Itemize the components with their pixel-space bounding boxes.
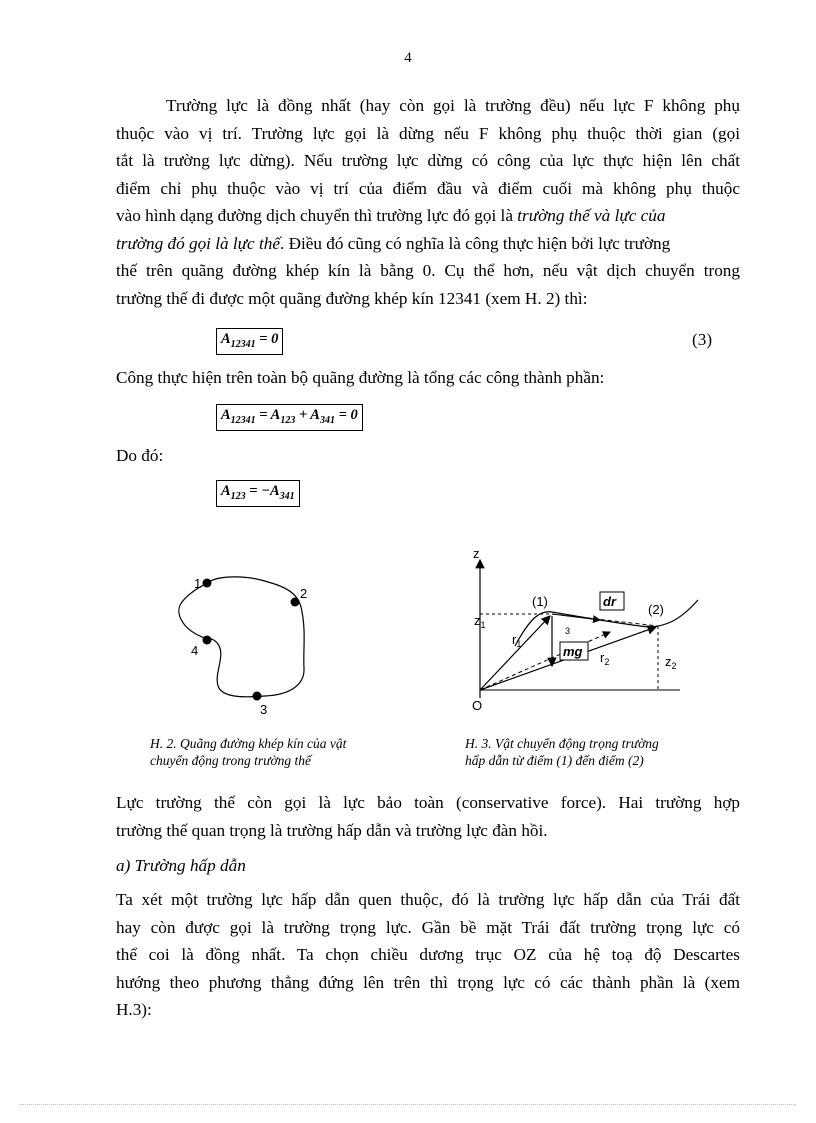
point-1-label: (1) [532, 594, 548, 609]
paragraph-line: điểm chỉ phụ thuộc vào vị trí của điểm đầu và điểm cuối mà không phụ thuộc [116, 178, 740, 198]
closed-path-curve [179, 577, 304, 697]
paragraph-line [116, 230, 740, 258]
caption-line: chuyển động trong trường thế [150, 753, 312, 768]
r-mid-vector [480, 632, 610, 690]
page-number: 4 [404, 50, 412, 66]
eq-subscript: 123 [230, 490, 246, 502]
figure-gravity-motion [460, 538, 720, 718]
paragraph-line: Ta xét một trường lực hấp dẫn quen thuộc, đó là trường lực hấp dẫn của Trái đất [116, 890, 740, 909]
eq-subscript: 12341 [230, 414, 256, 426]
paragraph-conservative [116, 789, 740, 844]
eq-subscript: 341 [319, 414, 335, 426]
point-2-dot [291, 598, 300, 607]
paragraph-line: trường thế đi được một quãng đường khép kín 12341 (xem H. 2) thì: [116, 288, 588, 308]
dr-vector [552, 614, 600, 620]
r1-vector [480, 616, 550, 690]
eq-symbol: = A [255, 407, 281, 423]
paragraph-line: Lực trường thế còn gọi là lực bảo toàn (conservative force). Hai trường hợp [116, 793, 740, 812]
paragraph-gravity [116, 886, 740, 1024]
figure-2-caption [150, 735, 430, 769]
equation-work-relation [216, 480, 300, 507]
paragraph-text: . Điều đó cũng có nghĩa là công thực hiện bởi lực trường [279, 233, 671, 253]
point-1-label: 1 [194, 576, 202, 591]
footer-divider [20, 1104, 796, 1105]
paragraph-line: thế trên quãng đường khép kín là bằng 0. Cụ thể hơn, nếu vật dịch chuyển trong [116, 261, 740, 280]
eq-symbol: A [221, 331, 231, 347]
point-2-label: (2) [648, 602, 664, 617]
eq-symbol: = 0 [334, 407, 358, 423]
paragraph-intro [116, 92, 740, 312]
eq-symbol: + A [295, 407, 320, 423]
caption-line: hấp dẫn từ điểm (1) đến điểm (2) [465, 753, 644, 768]
point-1-dot [203, 579, 212, 588]
eq-symbol: A [221, 407, 231, 423]
eq-subscript: 341 [279, 490, 295, 502]
italic-term: trường thế và lực của [517, 206, 666, 225]
figure-closed-path [160, 560, 330, 720]
point-4-dot [203, 636, 212, 645]
paragraph-line: trường thế quan trọng là trường hấp dẫn và trường lực đàn hồi. [116, 820, 548, 840]
z-axis-label: z [473, 546, 480, 561]
z1-label: $z_1$ [474, 613, 486, 630]
eq-symbol: A [221, 483, 231, 499]
eq-subscript: 123 [280, 414, 296, 426]
equation-sum-work [216, 404, 363, 431]
sentence-total-work: Công thực hiện trên toàn bộ quãng đường là tổng các công thành phần: [116, 368, 605, 387]
mg-label: mg [563, 644, 583, 659]
dr-label: dr [603, 594, 616, 609]
origin-label: O [472, 698, 483, 713]
equation-closed-work [216, 328, 283, 355]
z2-label: $z_2$ [665, 654, 677, 671]
r2-label: $r_2$ [600, 650, 610, 667]
paragraph-line: hướng theo phương thẳng đứng lên trên thì trọng lực có các thành phần là (xem [116, 972, 740, 992]
paragraph-line: hay còn được gọi là trường trọng lực. Gần bề mặt Trái đất trường trọng lực có [116, 917, 740, 937]
caption-line: H. 3. Vật chuyển động trọng trường [465, 736, 659, 751]
paragraph-line: tắt là trường lực dừng). Nếu trường lực dừng có công của lực thực hiện lên chất [116, 151, 740, 170]
equation-number: (3) [692, 330, 713, 349]
point-3-label: 3 [565, 626, 571, 636]
paragraph-line: Trường lực là đồng nhất (hay còn gọi là trường đều) nếu lực F không phụ [166, 96, 740, 115]
heading-gravity-field: a) Trường hấp dẫn [116, 856, 246, 875]
paragraph-line: H.3): [116, 1000, 152, 1019]
paragraph-line [116, 202, 740, 230]
sentence-therefore: Do đó: [116, 446, 164, 465]
figure-3-caption [465, 735, 765, 769]
eq-subscript: 12341 [230, 338, 256, 350]
point-4-label: 4 [191, 643, 199, 658]
r1-label: $r_1$ [512, 632, 522, 649]
paragraph-line: thuộc vào vị trí. Trường lực gọi là dừng nếu F không phụ thuộc thời gian (gọi [116, 123, 740, 143]
eq-symbol: = 0 [255, 331, 279, 347]
italic-term: trường đó gọi là lực thế [116, 233, 280, 253]
paragraph-text: vào hình dạng đường dịch chuyển thì trường lực đó gọi là [116, 206, 518, 225]
point-2-label: 2 [300, 586, 308, 601]
paragraph-line: thể coi là đồng nhất. Ta chọn chiều dương trục OZ của hệ toạ độ Descartes [116, 945, 740, 964]
point-3-label: 3 [260, 702, 268, 717]
caption-line: H. 2. Quãng đường khép kín của vật [150, 736, 347, 751]
eq-symbol: = −A [245, 483, 280, 499]
point-3-dot [253, 692, 262, 701]
